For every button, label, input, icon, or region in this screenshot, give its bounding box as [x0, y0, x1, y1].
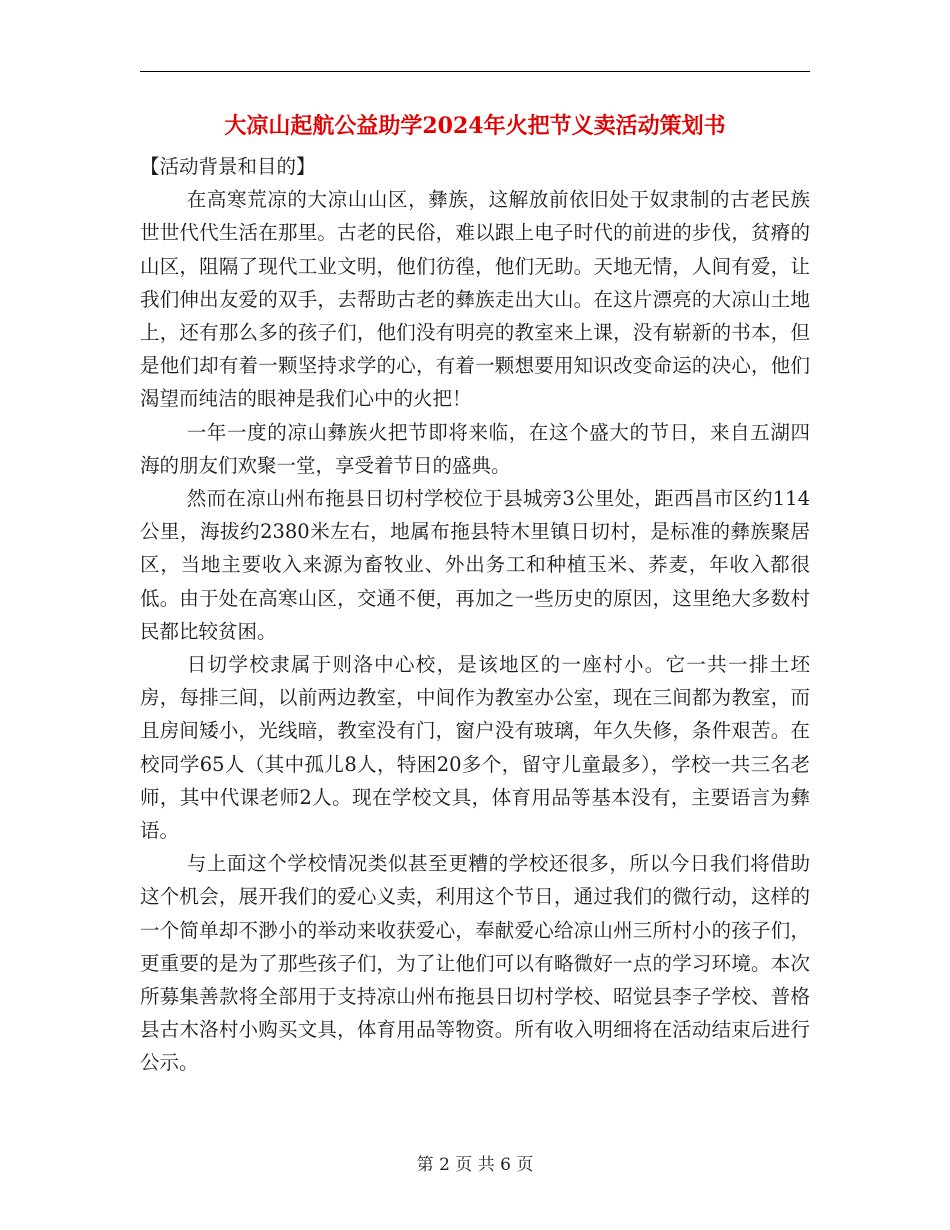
section-heading: 【活动背景和目的】	[140, 155, 316, 178]
paragraph-school-location: 然而在凉山州布拖县日切村学校位于县城旁3公里处，距西昌市区约114公里，海拔约2380米左右，地属布拖县特木里镇日切村，是标准的彝族聚居区，当地主要收入来源为畜牧业、外出务工和种植玉米、荞麦，年收入都很低。由于处在高寒山区，交通不便，再加之一些历史的原因，这里绝大多数村民都比较贫困。	[140, 487, 810, 643]
document-body	[140, 150, 810, 1080]
paragraph-background: 在高寒荒凉的大凉山山区，彝族，这解放前依旧处于奴隶制的古老民族世世代代生活在那里。古老的民俗，难以跟上电子时代的前进的步伐，贫瘠的山区，阻隔了现代工业文明，他们彷徨，他们无助。天地无情，人间有爱，让我们伸出友爱的双手，去帮助古老的彝族走出大山。在这片漂亮的大凉山土地上，还有那么多的孩子们，他们没有明亮的教室来上课，没有崭新的书本，但是他们却有着一颗坚持求学的心，有着一颗想要用知识改变命运的决心，他们渴望而纯洁的眼神是我们心中的火把！	[140, 188, 810, 411]
paragraph-activity-purpose: 与上面这个学校情况类似甚至更糟的学校还很多，所以今日我们将借助这个机会，展开我们的爱心义卖，利用这个节日，通过我们的微行动，这样的一个简单却不渺小的举动来收获爱心，奉献爱心给凉山州三所村小的孩子们，更重要的是为了那些孩子们，为了让他们可以有略微好一点的学习环境。本次所募集善款将全部用于支持凉山州布拖县日切村学校、昭觉县李子学校、普格县古木洛村小购买文具，体育用品等物资。所有收入明细将在活动结束后进行公示。	[140, 852, 810, 1075]
paragraph-school-conditions: 日切学校隶属于则洛中心校，是该地区的一座村小。它一共一排土坯房，每排三间，以前两边教室，中间作为教室办公室，现在三间都为教室，而且房间矮小，光线暗，教室没有门，窗户没有玻璃，年久失修，条件艰苦。在校同学65人（其中孤儿8人，特困20多个，留守儿童最多），学校一共三名老师，其中代课老师2人。现在学校文具，体育用品等基本没有，主要语言为彝语。	[140, 653, 810, 843]
header-rule	[140, 71, 810, 72]
paragraph-torch-festival: 一年一度的凉山彝族火把节即将来临，在这个盛大的节日，来自五湖四海的朋友们欢聚一堂，享受着节日的盛典。	[140, 420, 810, 477]
document-title: 大凉山起航公益助学2024年火把节义卖活动策划书	[224, 113, 726, 139]
page-number-footer: 第 2 页 共 6 页	[416, 1155, 534, 1175]
